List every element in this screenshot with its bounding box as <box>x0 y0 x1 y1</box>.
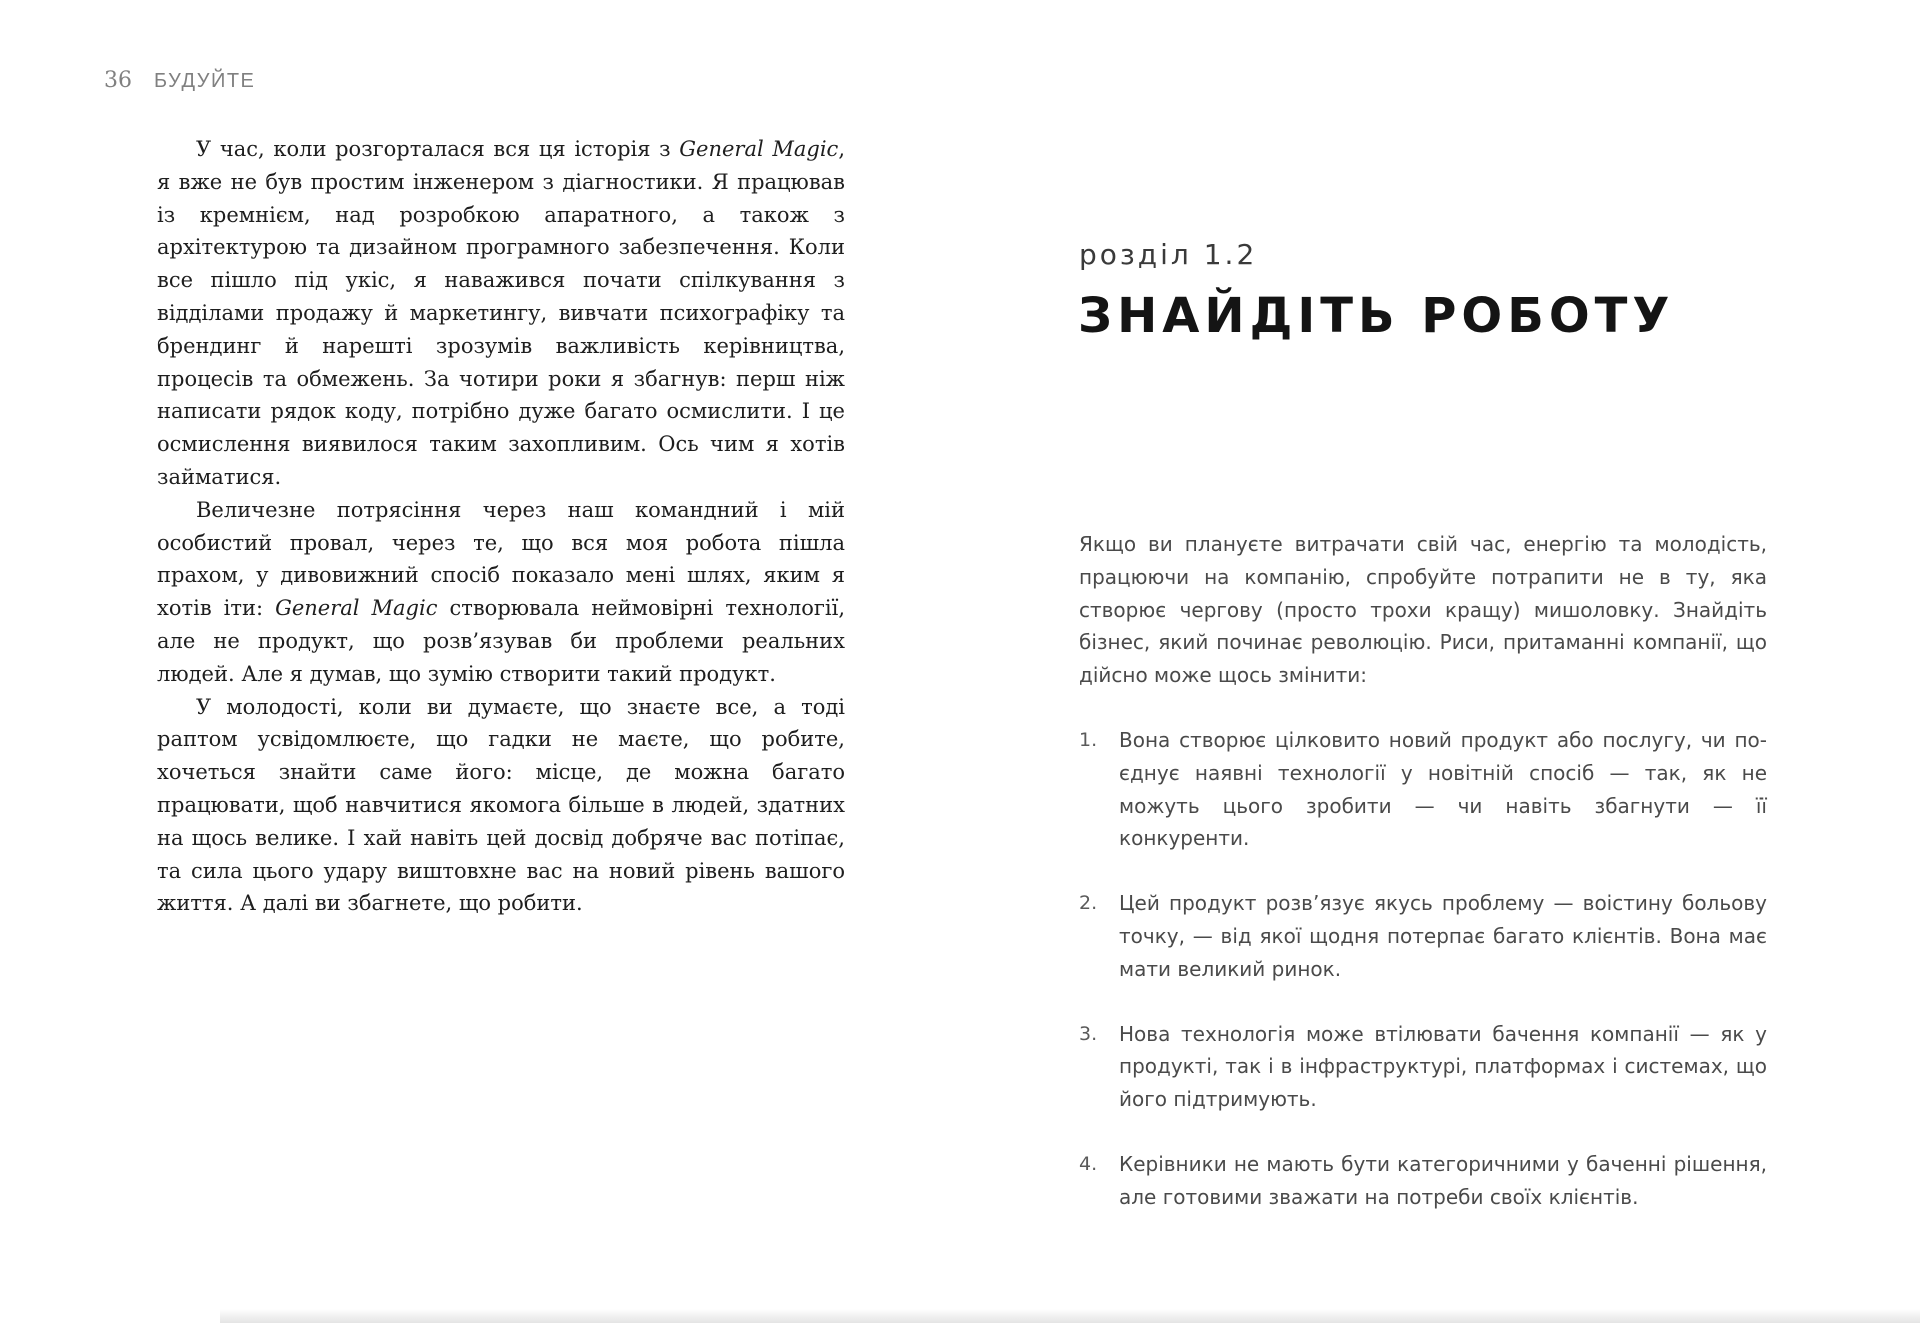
italic-company-name: General Magic <box>679 137 839 161</box>
list-item <box>1079 1018 1767 1116</box>
paragraph <box>157 494 845 691</box>
text-run: створювала неймовірні технології, але не продукт, що розв’язував би проблеми реальних людей. Але я думав, що зумію створити такий продукт. <box>157 596 845 686</box>
left-body-text <box>157 133 845 920</box>
paragraph <box>157 133 845 494</box>
running-head-title: БУДУЙТЕ <box>154 70 256 92</box>
list-number: 3. <box>1079 1022 1098 1045</box>
page-edge-shadow <box>220 1309 1920 1323</box>
italic-company-name: General Magic <box>275 596 438 621</box>
text-run: У час, коли розгорталася вся ця історія з <box>196 137 680 161</box>
text-run: Величезне потрясіння через наш командний і мій особистий провал, через те, що вся моя робота пішла прахом, у дивовижний спосіб показало мені шлях, яким я хотів іти: <box>157 497 845 621</box>
list-number: 2. <box>1079 892 1098 915</box>
paragraph <box>157 691 845 921</box>
section-label: розділ 1.2 <box>1079 238 1258 271</box>
list-item <box>1079 887 1767 985</box>
text-run: , я вже не був простим інженером з діагностики. Я працював із кремнієм, над розробкою апаратного, а також з архітектурою та дизайном програмного забезпечення. Коли все пішло під укіс, я наважився почати спілкування з відділами продажу й маркетингу, вивчати психографіку та брендинг й нарешті зрозумів важливість керівництва, процесів та обмежень. За чотири роки я збагнув: перш ніж написати рядок коду, потрібно дуже багато осмислити. І це осмислення виявилося таким захопливим. Ось чим я хотів займатися. <box>157 137 845 489</box>
text-run: У молодості, коли ви думаєте, що знаєте все, а тоді раптом усвідомлюєте, що гадки не маєте, що робите, хочеться знайти саме його: місце, де можна багато працювати, щоб навчитися якомога більше в людей, здатних на щось велике. І хай навіть цей досвід добряче вас потіпає, та сила цього удару виштовхне вас на новий рівень вашого життя. А далі ви збагнете, що робити. <box>157 694 845 916</box>
list-item-text: Нова технологія може втілювати бачення компанії — як у продукті, так і в інфраструктурі, платформах і системах, що його підтримують. <box>1119 1021 1767 1112</box>
section-title: ЗНАЙДІТЬ РОБОТУ <box>1078 288 1675 344</box>
list-number: 4. <box>1079 1152 1098 1175</box>
list-item <box>1079 724 1767 855</box>
intro-paragraph <box>1079 528 1767 692</box>
list-item <box>1079 1148 1767 1214</box>
list-item-text: Керівники не мають бути категоричними у баченні рішення, але готовими зважати на потреби своїх клієнтів. <box>1119 1151 1767 1209</box>
list-item-text: Цей продукт розв’язує якусь проблему — воістину больову точку, — від якої щодня потерпає багато клієнтів. Вона має мати великий ринок. <box>1119 891 1767 981</box>
list-number: 1. <box>1079 729 1098 751</box>
running-head <box>104 68 255 93</box>
page-number: 36 <box>104 68 132 93</box>
company-traits-list <box>1079 724 1767 1246</box>
list-item-text: Вона створює цілковито новий продукт або послугу, чи поєднує наявні технології у новітній спосіб — так, як не можуть цього зробити — чи навіть збагнути — її конкуренти. <box>1119 728 1767 851</box>
intro-text: Якщо ви плануєте витрачати свій час, енергію та молодість, працюючи на компанію, спробуйте потрапити не в ту, яка створює чергову (просто трохи кращу) мишоловку. Знайдіть бізнес, який починає революцію. Риси, притаманні компанії, що дійсно може щось змінити: <box>1079 532 1767 688</box>
